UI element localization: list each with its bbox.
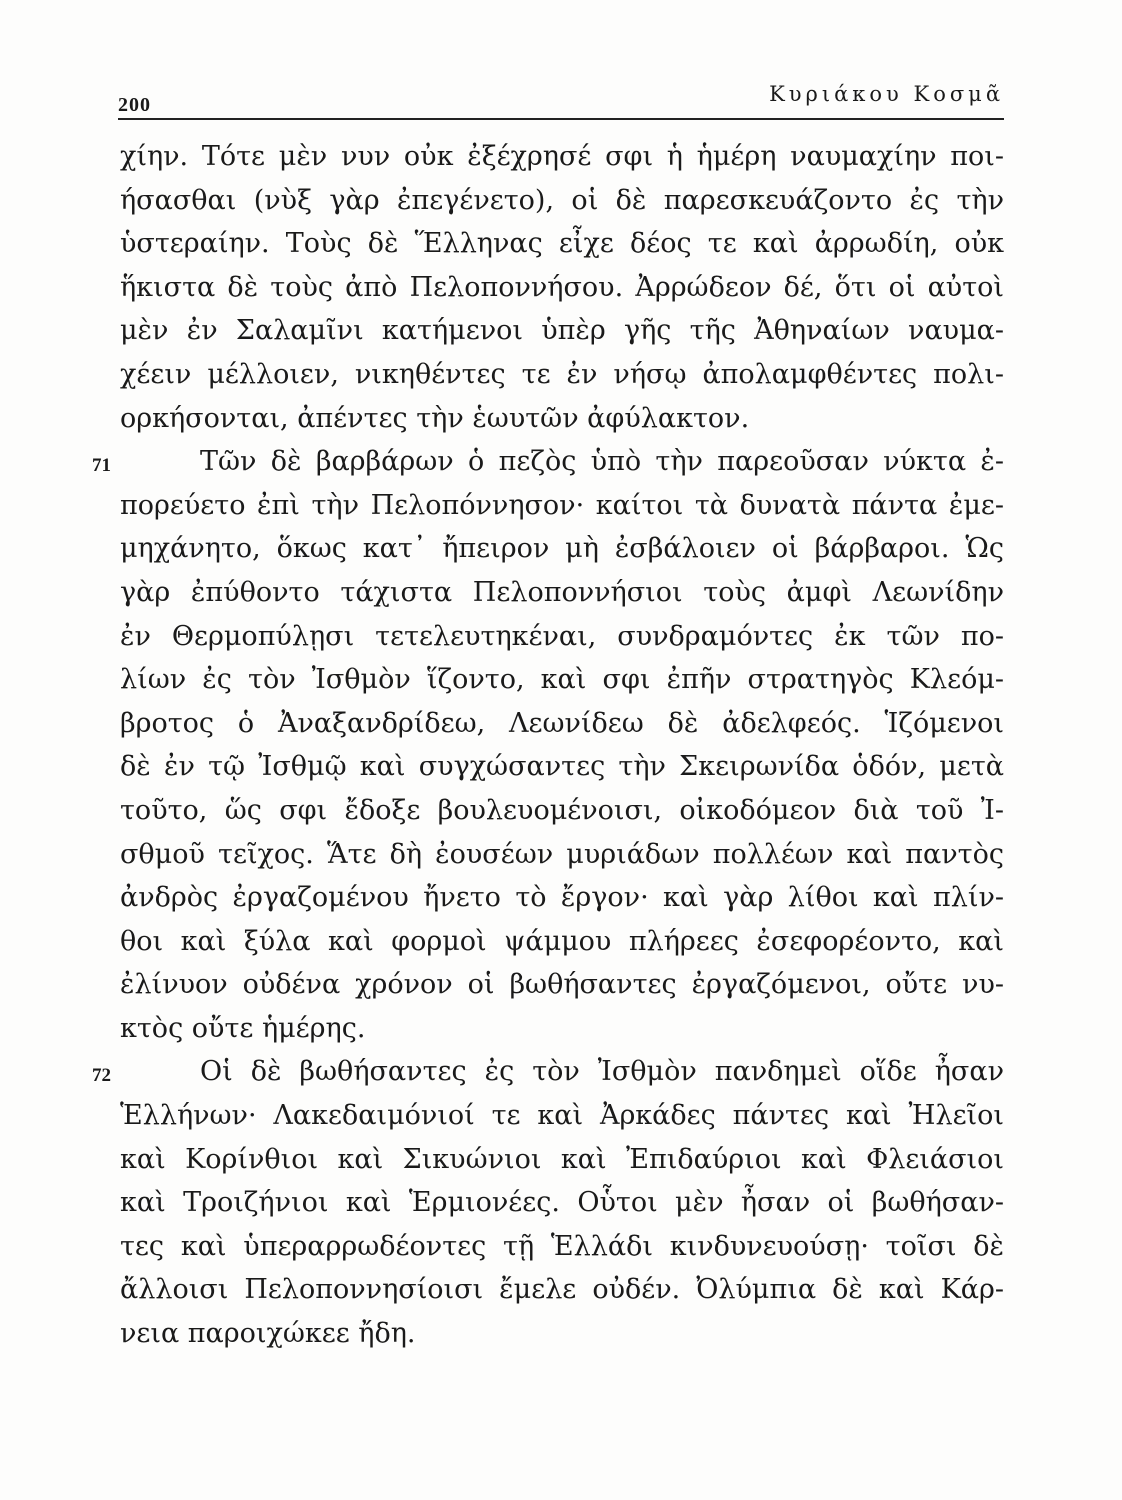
text-line: πορεύετο ἐπὶ τὴν Πελοπόννησον· καίτοι τὰ δυνατὰ πάντα ἐμε- (120, 489, 1004, 521)
text-line: λίων ἐς τὸν Ἰσθμὸν ἵζοντο, καὶ σφι ἐπῆν στρατηγὸς Κλεόμ- (120, 664, 1004, 696)
running-head (118, 78, 1004, 120)
text-line: ὑστεραίην. Τοὺς δὲ Ἕλληνας εἶχε δέος τε καὶ ἀρρωδίη, οὐκ (120, 228, 1004, 260)
text-line: δὲ ἐν τῷ Ἰσθμῷ καὶ συγχώσαντες τὴν Σκειρωνίδα ὁδόν, μετὰ (120, 751, 1004, 783)
text-line: βροτος ὁ Ἀναξανδρίδεω, Λεωνίδεω δὲ ἀδελφεός. Ἱζόμενοι (120, 707, 1004, 739)
text-line (92, 440, 1004, 484)
text-line (92, 1050, 1004, 1094)
text-line: καὶ Κορίνθιοι καὶ Σικυώνιοι καὶ Ἐπιδαύριοι καὶ Φλειάσιοι (120, 1143, 1004, 1175)
text-line: θοι καὶ ξύλα καὶ φορμοὶ ψάμμου πλήρεες ἐσεφορέοντο, καὶ (120, 925, 1004, 957)
text-line: ἄλλοισι Πελοποννησίοισι ἔμελε οὐδέν. Ὀλύμπια δὲ καὶ Κάρ- (120, 1274, 1004, 1306)
text-line: χίην. Τότε μὲν νυν οὐκ ἐξέχρησέ σφι ἡ ἡμέρη ναυμαχίην ποι- (120, 141, 1004, 172)
text-line: σθμοῦ τεῖχος. Ἅτε δὴ ἐουσέων μυριάδων πολλέων καὶ παντὸς (120, 838, 1004, 870)
text-line-content: Τῶν δὲ βαρβάρων ὁ πεζὸς ὑπὸ τὴν παρεοῦσαν νύκτα ἐ- (200, 446, 1004, 478)
section-number: 71 (92, 455, 111, 477)
section-number: 72 (92, 1065, 111, 1087)
paragraph-section-72 (92, 1050, 1004, 1355)
body-text (92, 135, 1004, 1356)
text-line-content: Οἱ δὲ βωθήσαντες ἐς τὸν Ἰσθμὸν πανδημεὶ οἵδε ἦσαν (200, 1056, 1004, 1088)
text-line: Ἑλλήνων· Λακεδαιμόνιοί τε καὶ Ἀρκάδες πάντες καὶ Ἠλεῖοι (120, 1100, 1004, 1132)
running-head-author: Κυριάκου Κοσμᾶ (769, 82, 1004, 106)
text-line: ἥκιστα δὲ τοὺς ἀπὸ Πελοποννήσου. Ἀρρώδεον δέ, ὅτι οἱ αὐτοὶ (120, 271, 1004, 303)
text-line: ἐν Θερμοπύλῃσι τετελευτηκέναι, συνδραμόντες ἐκ τῶν πο- (120, 620, 1004, 652)
text-line: ήσασθαι (νὺξ γὰρ ἐπεγένετο), οἱ δὲ παρεσκευάζοντο ἐς τὴν (120, 184, 1004, 216)
text-line: κτὸς οὔτε ἡμέρης. (120, 1012, 366, 1044)
text-line: ἀνδρὸς ἐργαζομένου ἤνετο τὸ ἔργον· καὶ γὰρ λίθοι καὶ πλίν- (120, 882, 1004, 914)
text-line: καὶ Τροιζήνιοι καὶ Ἑρμιονέες. Οὗτοι μὲν ἦσαν οἱ βωθήσαν- (120, 1187, 1004, 1219)
text-line: τοῦτο, ὥς σφι ἔδοξε βουλευομένοισι, οἰκοδόμεον διὰ τοῦ Ἰ- (120, 794, 1004, 826)
text-line: χέειν μέλλοιεν, νικηθέντες τε ἐν νήσῳ ἀπολαμφθέντες πολι- (120, 358, 1004, 390)
paragraph-continuation (120, 135, 1004, 440)
text-line: μὲν ἐν Σαλαμῖνι κατήμενοι ὑπὲρ γῆς τῆς Ἀθηναίων ναυμα- (120, 315, 1004, 347)
text-line: τες καὶ ὑπεραρρωδέοντες τῇ Ἑλλάδι κινδυνευούσῃ· τοῖσι δὲ (120, 1230, 1004, 1262)
text-line: γὰρ ἐπύθοντο τάχιστα Πελοποννήσιοι τοὺς ἀμφὶ Λεωνίδην (120, 576, 1004, 608)
text-line: ἐλίνυον οὐδένα χρόνον οἱ βωθήσαντες ἐργαζόμενοι, οὔτε νυ- (120, 969, 1004, 1001)
text-line: μηχάνητο, ὅκως κατ᾽ ἤπειρον μὴ ἐσβάλοιεν οἱ βάρβαροι. Ὡς (120, 533, 1004, 565)
page-number: 200 (118, 94, 151, 116)
text-line: ορκήσονται, ἀπέντες τὴν ἑωυτῶν ἀφύλακτον. (120, 402, 750, 434)
paragraph-section-71 (92, 440, 1004, 1050)
text-line: νεια παροιχώκεε ἤδη. (120, 1318, 416, 1350)
